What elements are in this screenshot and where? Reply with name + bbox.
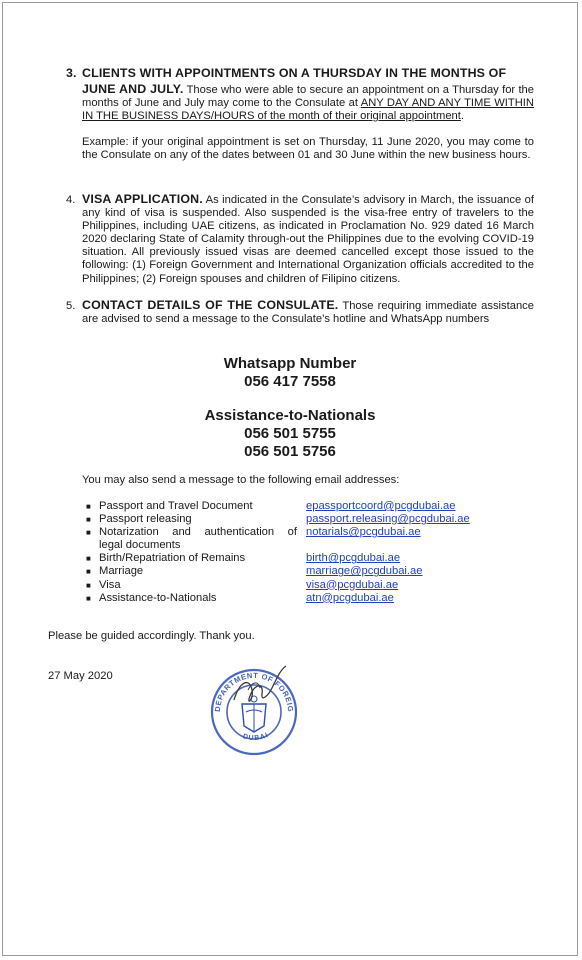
email-link[interactable]: passport.releasing@pcgdubai.ae xyxy=(306,513,470,526)
seal-ring-text: DEPARTMENT OF FOREIG xyxy=(212,670,296,713)
list-item xyxy=(86,579,546,592)
document-date: 27 May 2020 xyxy=(48,670,113,682)
list-item-label: Visa xyxy=(99,578,121,591)
bullet-icon: ■ xyxy=(86,515,91,525)
list-item xyxy=(86,526,546,552)
item-number: 4. xyxy=(66,194,76,206)
item-5-heading: CONTACT DETAILS OF THE CONSULATE. xyxy=(82,298,339,312)
email-link[interactable]: epassportcoord@pcgdubai.ae xyxy=(306,500,456,512)
email-link[interactable]: birth@pcgdubai.ae xyxy=(306,552,401,565)
item-3-heading: CLIENTS WITH APPOINTMENTS ON A THURSDAY IN THE MONTHS OF xyxy=(82,66,507,80)
atn-number-1: 056 501 5755 xyxy=(244,425,336,442)
list-item-label-cont: legal documents xyxy=(99,539,181,552)
consulate-seal xyxy=(206,660,302,765)
list-item-label: Birth/Repatriation of Remains xyxy=(99,552,246,565)
email-link[interactable]: marriage@pcgdubai.ae xyxy=(306,565,423,578)
bullet-icon: ■ xyxy=(86,528,91,538)
item-3-example: Example: if your original appointment is set on Thursday, 11 June 2020, you may come to the Consulate on any of the dates between 01 and 30 June within the new business hours. xyxy=(82,136,534,162)
list-item-label: Notarization and authentication of xyxy=(99,526,297,539)
email-list xyxy=(86,500,546,605)
item-number: 3. xyxy=(66,66,77,80)
svg-text:DUBAI xyxy=(242,732,270,742)
item-5-text: Those requiring immediate assistance are advised to send a message to the Consulate’s hotline and WhatsApp numbers xyxy=(82,300,534,326)
atn-label: Assistance-to-Nationals xyxy=(204,407,376,424)
bullet-icon: ■ xyxy=(86,554,91,564)
email-intro: You may also send a message to the following email addresses: xyxy=(82,474,400,486)
bullet-icon: ■ xyxy=(86,502,91,511)
atn-number-2: 056 501 5756 xyxy=(244,443,336,460)
item-4-content xyxy=(82,193,534,286)
item-5-content xyxy=(82,299,534,326)
whatsapp-number: 056 417 7558 xyxy=(244,373,336,390)
seal-stamp-icon xyxy=(206,660,302,760)
email-link[interactable]: atn@pcgdubai.ae xyxy=(306,591,394,604)
atn-block xyxy=(150,407,430,461)
email-link[interactable]: notarials@pcgdubai.ae xyxy=(306,526,421,539)
list-item-label: Assistance-to-Nationals xyxy=(99,591,217,604)
list-item-label: Passport releasing xyxy=(99,513,192,526)
item-number: 5. xyxy=(66,300,76,312)
list-item xyxy=(86,500,546,513)
list-item-label: Passport and Travel Document xyxy=(99,500,253,512)
whatsapp-block xyxy=(150,355,430,391)
item-3-heading-cont: JUNE AND JULY. xyxy=(82,82,184,97)
item-3-text: Those who were able to secure an appointment on a Thursday for the months of June and July may come to the Consulate at xyxy=(82,84,535,110)
item-3-underlined-text: ANY DAY AND ANY TIME WITHIN IN THE BUSINESS DAYS/HOURS of the month of their original appointment xyxy=(82,97,534,123)
bullet-icon: ■ xyxy=(86,593,91,603)
list-item xyxy=(86,552,546,565)
email-link[interactable]: visa@pcgdubai.ae xyxy=(306,578,399,591)
list-item xyxy=(86,513,546,526)
list-item xyxy=(86,565,546,578)
item-4-heading: VISA APPLICATION. xyxy=(82,192,203,206)
closing-text: Please be guided accordingly. Thank you. xyxy=(48,630,255,642)
item-3-content xyxy=(82,67,534,163)
bullet-icon: ■ xyxy=(86,567,91,577)
item-4-text: As indicated in the Consulate’s advisory in March, the issuance of any kind of visa is suspended. Also suspended is the visa-free entry of travelers to the Philippines, including UAE citizens, as indicated in Proclamation No. 929 dated 16 March 2020 declaring State of Calamity through-out the Philippines due to the evolving COVID-19 situation. All previously issued visas are deemed cancelled except those issued to the following: (1) Foreign Government and International Organization officials accredited to the Philippines; (2) Foreign spouses and children of Filipino citizens. xyxy=(82,194,534,285)
item-3-text-end: . xyxy=(460,110,464,123)
seal-bottom-text: DUBAI xyxy=(241,731,270,743)
list-item xyxy=(86,592,546,605)
bullet-icon: ■ xyxy=(86,580,91,590)
list-item-label: Marriage xyxy=(99,565,144,578)
whatsapp-label: Whatsapp Number xyxy=(223,355,357,372)
